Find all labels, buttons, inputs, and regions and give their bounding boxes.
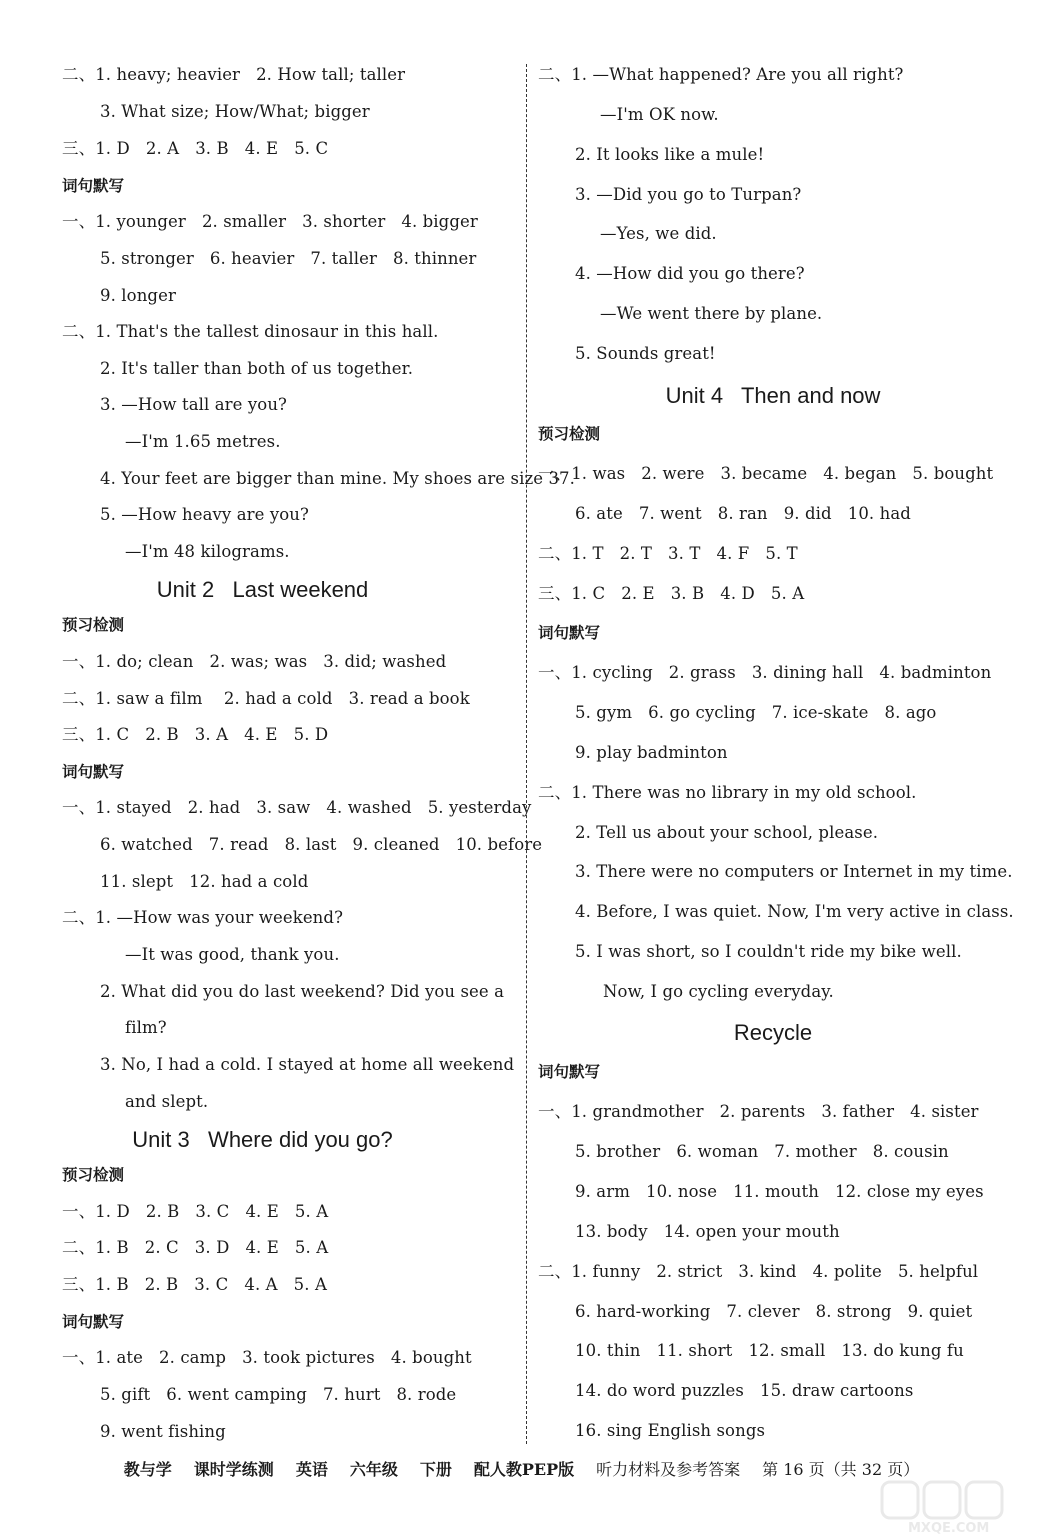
answer-line: 5. gift 6. went camping 7. hurt 8. rode [100,1385,457,1404]
unit-heading: Recycle [733,1020,813,1045]
answer-line: 11. slept 12. had a cold [100,872,309,891]
answer-line: 9. arm 10. nose 11. mouth 12. close my eyes [575,1182,984,1201]
answer-line: film? [125,1018,167,1037]
answer-line: —I'm OK now. [600,105,719,124]
answer-line: 5. gym 6. go cycling 7. ice-skate 8. ago [575,703,937,722]
answer-line: 5. —How heavy are you? [100,505,309,524]
answer-line: 5. brother 6. woman 7. mother 8. cousin [575,1142,949,1161]
answer-line: 13. body 14. open your mouth [575,1222,840,1241]
column-divider [526,64,527,1444]
answer-line: 二、1. funny 2. strict 3. kind 4. polite 5. helpful [538,1262,979,1281]
section-heading: 词句默写 [62,1313,125,1331]
answer-line: 9. play badminton [575,743,728,762]
footer-subject: 英语 [295,1460,328,1479]
footer-doc-title: 听力材料及参考答案 [596,1460,741,1479]
answer-line: 9. longer [100,286,176,305]
unit-heading: Unit 4 Then and now [665,383,881,408]
section-heading: 词句默写 [62,763,125,781]
answer-line: 三、1. B 2. B 3. C 4. A 5. A [62,1275,327,1294]
section-heading: 词句默写 [62,177,125,195]
answer-line: 3. No, I had a cold. I stayed at home all weekend [100,1055,515,1074]
answer-line: 6. hard-working 7. clever 8. strong 9. quiet [575,1302,973,1321]
footer-volume: 下册 [419,1460,452,1479]
answer-line: 3. There were no computers or Internet in my time. [575,862,1013,881]
answer-line: 5. I was short, so I couldn't ride my bike well. [575,942,962,961]
section-heading: 词句默写 [538,624,601,642]
footer-series: 课时学练测 [193,1460,274,1479]
answer-line: 一、1. stayed 2. had 3. saw 4. washed 5. yesterday [62,798,532,817]
answer-line: 一、1. was 2. were 3. became 4. began 5. bought [538,464,994,483]
answer-line: 一、1. ate 2. camp 3. took pictures 4. bought [62,1348,472,1367]
watermark-logo [878,1478,1038,1534]
answer-line: 2. Tell us about your school, please. [575,823,879,842]
answer-line: 2. What did you do last weekend? Did you see a [100,982,505,1001]
answer-line: 9. went fishing [100,1422,226,1441]
answer-line: 一、1. do; clean 2. was; was 3. did; washed [62,652,447,671]
answer-line: —I'm 48 kilograms. [125,542,290,561]
answer-line: 二、1. That's the tallest dinosaur in this hall. [62,322,439,341]
answer-line: 6. watched 7. read 8. last 9. cleaned 10. before [100,835,543,854]
answer-line: 二、1. T 2. T 3. T 4. F 5. T [538,544,798,563]
section-heading: 预习检测 [62,616,125,634]
answer-line: 4. Your feet are bigger than mine. My shoes are size 37. [100,469,576,488]
answer-line: 二、1. There was no library in my old school. [538,783,917,802]
answer-line: 6. ate 7. went 8. ran 9. did 10. had [575,504,911,523]
answer-line: 三、1. C 2. B 3. A 4. E 5. D [62,725,329,744]
section-heading: 预习检测 [538,425,601,443]
answer-line: 5. stronger 6. heavier 7. taller 8. thinner [100,249,477,268]
answer-line: 5. Sounds great! [575,344,716,363]
answer-line: 二、1. —How was your weekend? [62,908,344,927]
answer-line: 4. Before, I was quiet. Now, I'm very active in class. [575,902,1014,921]
answer-line: 14. do word puzzles 15. draw cartoons [575,1381,914,1400]
answer-line: 一、1. grandmother 2. parents 3. father 4. sister [538,1102,979,1121]
answer-line: 一、1. younger 2. smaller 3. shorter 4. bigger [62,212,478,231]
answer-line: —We went there by plane. [600,304,823,323]
answer-line: —It was good, thank you. [125,945,340,964]
answer-line: 二、1. B 2. C 3. D 4. E 5. A [62,1238,329,1257]
answer-line: 二、1. saw a film 2. had a cold 3. read a book [62,689,470,708]
footer-edition: 配人教PEP版 [473,1460,575,1479]
answer-line: 一、1. cycling 2. grass 3. dining hall 4. badminton [538,663,992,682]
answer-line: 3. —How tall are you? [100,395,288,414]
answer-line: and slept. [125,1092,209,1111]
answer-line: 4. —How did you go there? [575,264,805,283]
unit-heading: Unit 2 Last weekend [156,577,369,602]
answer-line: —Yes, we did. [600,224,717,243]
answer-line: 二、1. —What happened? Are you all right? [538,65,904,84]
footer-grade: 六年级 [349,1460,398,1479]
answer-line: 16. sing English songs [575,1421,766,1440]
unit-heading: Unit 3 Where did you go? [132,1127,393,1152]
answer-line: 2. It's taller than both of us together. [100,359,414,378]
footer-brand: 教与学 [123,1460,172,1479]
footer-page-number: 第 16 页（共 32 页） [762,1460,920,1479]
answer-line: 3. —Did you go to Turpan? [575,185,802,204]
answer-line: 一、1. D 2. B 3. C 4. E 5. A [62,1202,329,1221]
answer-line: —I'm 1.65 metres. [125,432,281,451]
section-heading: 预习检测 [62,1166,125,1184]
answer-line: 2. It looks like a mule! [575,145,765,164]
svg-text:MXQE.COM: MXQE.COM [908,1521,990,1534]
answer-line: Now, I go cycling everyday. [603,982,834,1001]
answer-line: 二、1. heavy; heavier 2. How tall; taller [62,65,406,84]
answer-line: 三、1. C 2. E 3. B 4. D 5. A [538,584,805,603]
section-heading: 词句默写 [538,1063,601,1081]
answer-line: 三、1. D 2. A 3. B 4. E 5. C [62,139,329,158]
answer-line: 10. thin 11. short 12. small 13. do kung fu [575,1341,964,1360]
answer-line: 3. What size; How/What; bigger [100,102,370,121]
